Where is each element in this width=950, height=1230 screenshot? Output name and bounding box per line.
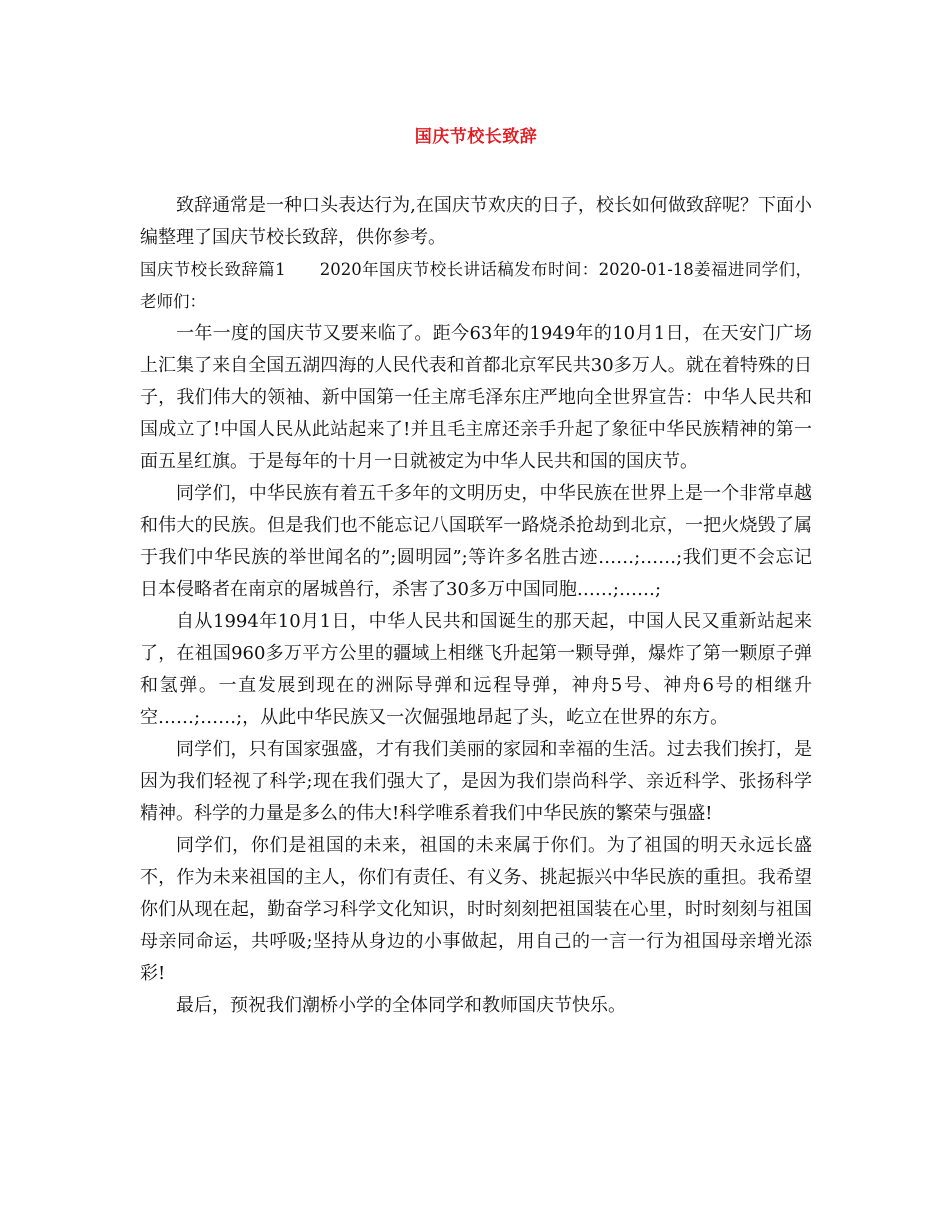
document-body — [140, 190, 812, 1022]
paragraph-national-day-history: 一年一度的国庆节又要来临了。距今63年的1949年的10月1日，在天安门广场上汇集了来自全国五湖四海的人民代表和首都北京军民共30多万人。就在着特殊的日子，我们伟大的领袖、新中国第一任主席毛泽东庄严地向全世界宣告：中华人民共和国成立了!中国人民从此站起来了!并且毛主席还亲手升起了象征中华民族精神的第一面五星红旗。于是每年的十月一日就被定为中华人民共和国的国庆节。 — [140, 323, 812, 472]
paragraph-closing: 最后，预祝我们潮桥小学的全体同学和教师国庆节快乐。 — [176, 995, 626, 1016]
paragraph-future: 同学们，你们是祖国的未来，祖国的未来属于你们。为了祖国的明天永远长盛不，作为未来祖国的主人，你们有责任、有义务、挑起振兴中华民族的重担。我希望你们从现在起，勤奋学习科学文化知识，时时刻刻把祖国装在心里，时时刻刻与祖国母亲同命运，共呼吸;坚持从身边的小事做起，用自己的一言一行为祖国母亲增光添彩! — [140, 835, 812, 984]
paragraph-heading-line: 国庆节校长致辞篇1 2020年国庆节校长讲话稿发布时间：2020-01-18姜福进同学们，老师们： — [140, 260, 812, 311]
paragraph-civilization-history: 同学们，中华民族有着五千多年的文明历史，中华民族在世界上是一个非常卓越和伟大的民族。但是我们也不能忘记八国联军一路烧杀抢劫到北京，一把火烧毁了属于我们中华民族的举世闻名的”;圆明园”;等许多名胜古迹……;……;我们更不会忘记日本侵略者在南京的屠城兽行，杀害了30多万中国同胞……;……; — [140, 483, 812, 600]
paragraph-rise-of-china: 自从1994年10月1日，中华人民共和国诞生的那天起，中国人民又重新站起来了，在祖国960多万平方公里的疆域上相继飞升起第一颗导弹，爆炸了第一颗原子弹和氢弹。一直发展到现在的洲际导弹和远程导弹，神舟5号、神舟6号的相继升空……;……;，从此中华民族又一次倔强地昂起了头，屹立在世界的东方。 — [140, 611, 812, 728]
document-title: 国庆节校长致辞 — [414, 127, 538, 147]
paragraph-intro: 致辞通常是一种口头表达行为,在国庆节欢庆的日子，校长如何做致辞呢？下面小编整理了国庆节校长致辞，供你参考。 — [140, 195, 812, 248]
paragraph-science: 同学们，只有国家强盛，才有我们美丽的家园和幸福的生活。过去我们挨打，是因为我们轻视了科学;现在我们强大了，是因为我们崇尚科学、亲近科学、张扬科学精神。科学的力量是多么的伟大!科学唯系着我们中华民族的繁荣与强盛! — [140, 739, 812, 824]
